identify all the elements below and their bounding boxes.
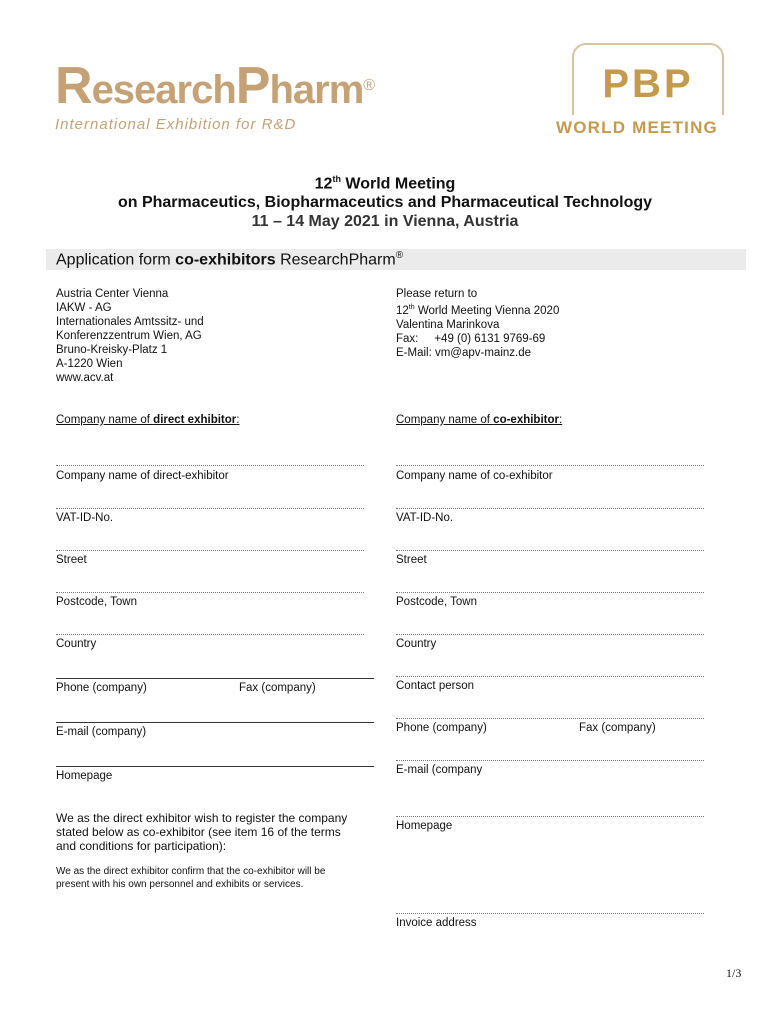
direct-country-field[interactable] xyxy=(56,634,364,635)
direct-company-name-field[interactable] xyxy=(56,465,364,466)
statement-line: stated below as co-exhibitor (see item 16 of the terms xyxy=(56,825,341,839)
venue-line: Internationales Amtssitz- und xyxy=(56,316,204,328)
pbp-logo-subtitle: WORLD MEETING xyxy=(556,118,718,137)
venue-line: IAKW - AG xyxy=(56,302,112,314)
meeting-subtitle: on Pharmaceutics, Biopharmaceutics and Pharmaceutical Technology xyxy=(117,194,653,211)
field-label: VAT-ID-No. xyxy=(396,512,454,524)
logo-subtitle: International Exhibition for R&D xyxy=(55,116,297,133)
field-label-phone: Phone (company) xyxy=(396,722,487,734)
return-contact: Valentina Marinkova xyxy=(396,318,500,331)
researchpharm-logo xyxy=(55,57,375,146)
field-label: E-mail (company) xyxy=(56,726,147,738)
co-invoice-address-field[interactable] xyxy=(396,913,704,914)
meeting-title: 12th World Meeting xyxy=(314,174,456,193)
co-homepage-field[interactable] xyxy=(396,816,704,817)
page-number: 1/3 xyxy=(726,966,742,980)
direct-exhibitor-heading: Company name of direct exhibitor: xyxy=(56,414,240,426)
form-title: Application form co-exhibitors ResearchPharm® xyxy=(56,250,404,269)
direct-email-field[interactable] xyxy=(56,722,374,723)
statement-line: We as the direct exhibitor wish to register the company xyxy=(56,811,348,825)
logo-word-esearch: esearch xyxy=(91,68,236,112)
field-label: Contact person xyxy=(396,680,474,692)
field-label: Country xyxy=(56,638,97,650)
co-postcode-field[interactable] xyxy=(396,592,704,593)
field-label: Postcode, Town xyxy=(56,596,137,608)
direct-vat-field[interactable] xyxy=(56,508,364,509)
field-label-fax: Fax (company) xyxy=(579,722,656,734)
field-label-fax: Fax (company) xyxy=(239,682,316,694)
return-email: E-Mail: vm@apv-mainz.de xyxy=(396,346,532,359)
field-label: Company name of direct-exhibitor xyxy=(56,470,229,482)
logo-word-harm: harm xyxy=(269,68,364,112)
co-street-field[interactable] xyxy=(396,550,704,551)
field-label: Street xyxy=(396,554,427,566)
registration-statement xyxy=(56,811,347,853)
field-label: VAT-ID-No. xyxy=(56,512,114,524)
direct-postcode-field[interactable] xyxy=(56,592,364,593)
venue-line: Bruno-Kreisky-Platz 1 xyxy=(56,344,168,356)
venue-line: Austria Center Vienna xyxy=(56,288,169,300)
logo-letter-r: R xyxy=(55,57,92,115)
co-country-field[interactable] xyxy=(396,634,704,635)
field-label: Country xyxy=(396,638,437,650)
meeting-date: 11 – 14 May 2021 in Vienna, Austria xyxy=(251,213,519,230)
pbp-logo-text: PBP xyxy=(602,62,694,106)
direct-street-field[interactable] xyxy=(56,550,364,551)
field-label-phone: Phone (company) xyxy=(56,682,147,694)
co-exhibitor-heading: Company name of co-exhibitor: xyxy=(396,414,563,426)
return-line: Please return to xyxy=(396,288,478,300)
statement-line: present with his own personnel and exhibits or services. xyxy=(56,879,304,890)
logo-letter-p: P xyxy=(235,57,270,115)
co-contact-person-field[interactable] xyxy=(396,676,704,677)
co-email-field[interactable] xyxy=(396,760,704,761)
field-label: Homepage xyxy=(56,770,113,782)
confirmation-statement xyxy=(56,865,325,891)
venue-address xyxy=(56,287,204,385)
field-label: Homepage xyxy=(396,820,453,832)
co-company-name-field[interactable] xyxy=(396,465,704,466)
venue-line: A-1220 Wien xyxy=(56,358,123,370)
field-label: Street xyxy=(56,554,87,566)
return-fax: Fax: +49 (0) 6131 9769-69 xyxy=(396,332,546,345)
direct-homepage-field[interactable] xyxy=(56,766,374,767)
return-line: 12th World Meeting Vienna 2020 xyxy=(396,304,560,317)
field-label: Company name of co-exhibitor xyxy=(396,470,553,482)
registered-mark: ® xyxy=(363,77,375,94)
co-phone-fax-field[interactable] xyxy=(396,718,704,719)
co-vat-field[interactable] xyxy=(396,508,704,509)
field-label: E-mail (company xyxy=(396,764,483,776)
venue-line: Konferenzzentrum Wien, AG xyxy=(56,330,202,342)
statement-line: and conditions for participation): xyxy=(56,839,227,853)
field-label: Postcode, Town xyxy=(396,596,477,608)
statement-line: We as the direct exhibitor confirm that the co-exhibitor will be xyxy=(56,866,326,877)
field-label: Invoice address xyxy=(396,917,477,929)
venue-website: www.acv.at xyxy=(56,372,114,384)
direct-phone-fax-field[interactable] xyxy=(56,678,374,679)
return-address xyxy=(396,287,559,360)
